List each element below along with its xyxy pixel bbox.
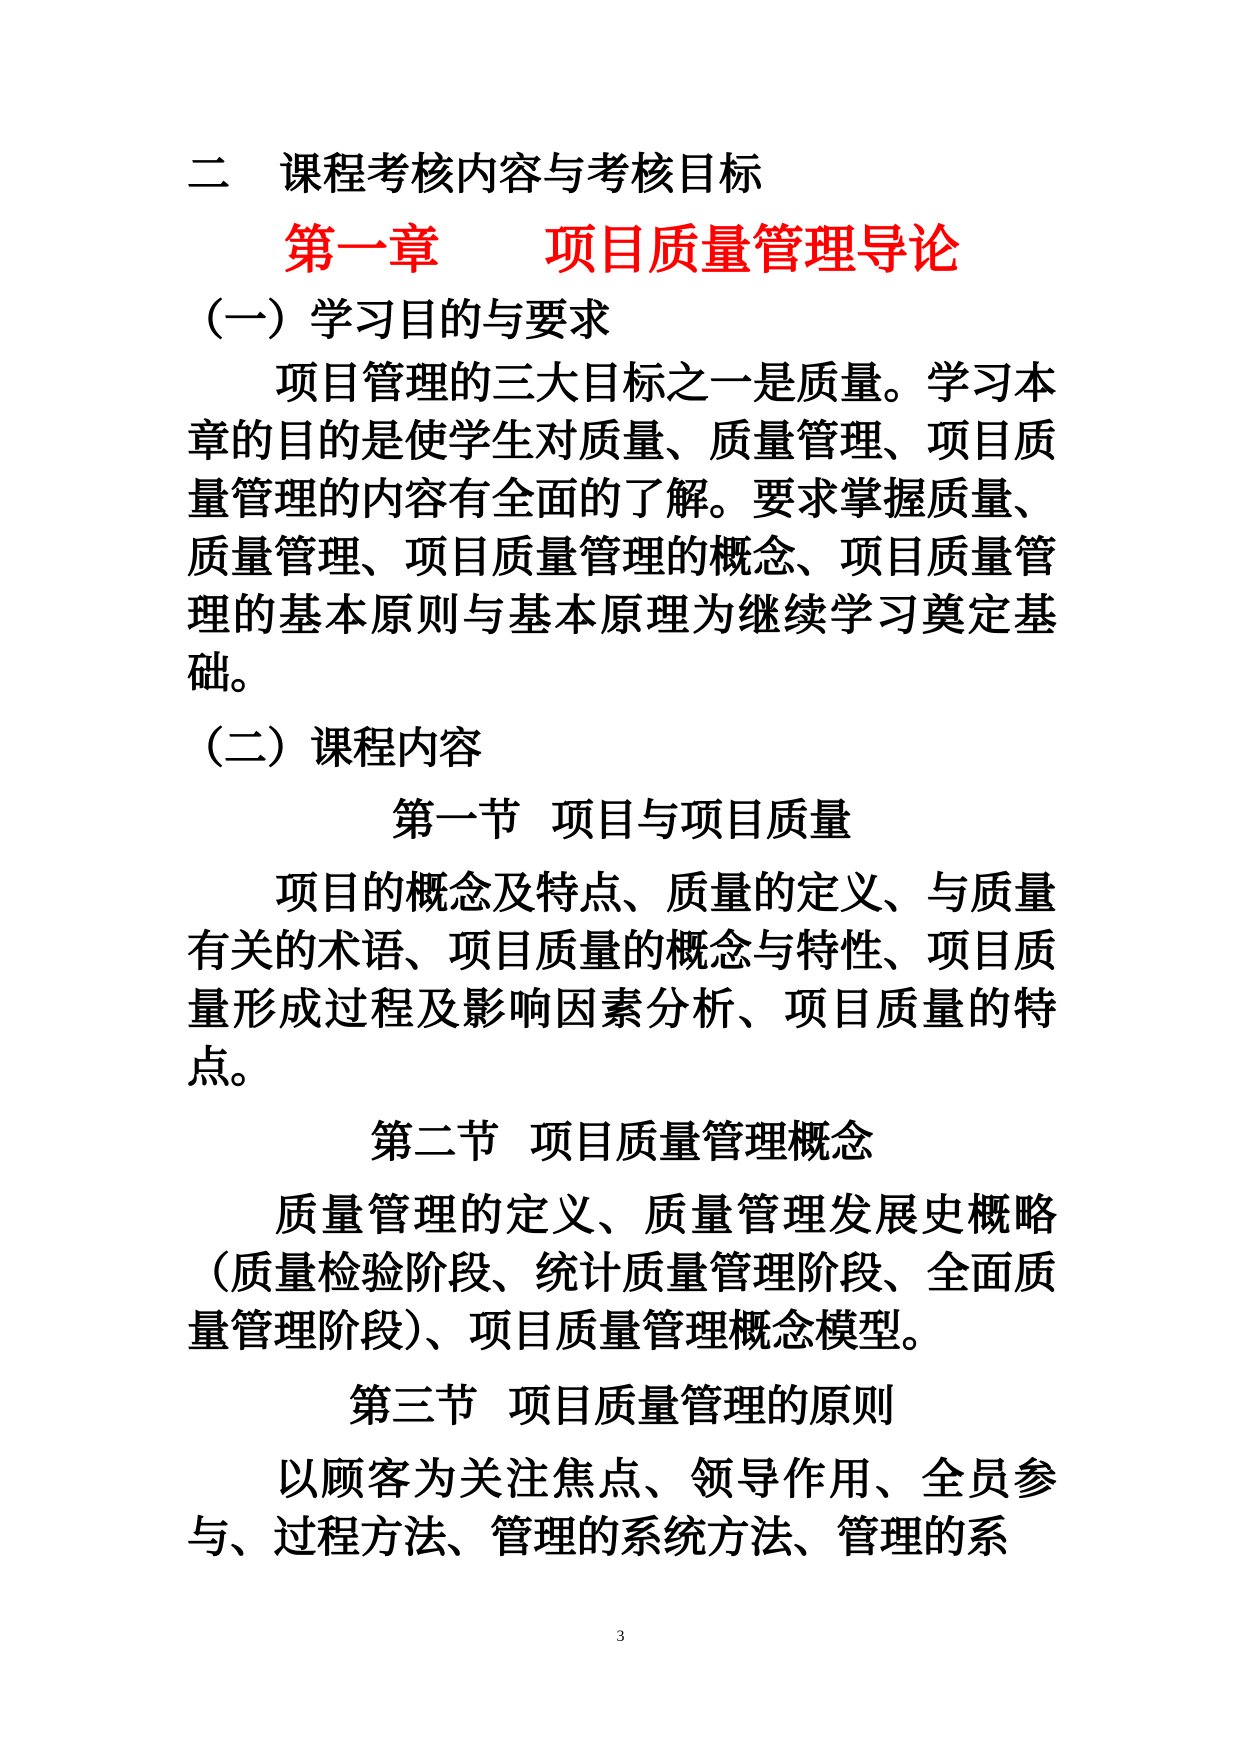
page-number: 3 (616, 1628, 625, 1645)
section-1-paragraph: 项目的概念及特点、质量的定义、与质量有关的术语、项目质量的概念与特性、项目质量形成过程及影响因素分析、项目质量的特点。 (187, 869, 1057, 1093)
section-1-heading: 第一节 项目与项目质量 (392, 796, 852, 846)
part1-heading: （一）学习目的与要求 (181, 296, 611, 346)
section-title (187, 145, 1057, 205)
part1-paragraph: 项目管理的三大目标之一是质量。学习本章的目的是使学生对质量、质量管理、项目质量管理的内容有全面的了解。要求掌握质量、质量管理、项目质量管理的概念、项目质量管理的基本原则与基本原理为继续学习奠定基础。 (187, 359, 1057, 699)
part2-heading: （二）课程内容 (181, 724, 482, 774)
section-title-text: 课程考核内容与考核目标 (279, 150, 763, 200)
section-number: 二 (187, 150, 231, 200)
page-content (181, 145, 1057, 1585)
section-2-paragraph: 质量管理的定义、质量管理发展史概略（质量检验阶段、统计质量管理阶段、全面质量管理阶段）、项目质量管理概念模型。 (187, 1191, 1057, 1357)
section-2-heading: 第二节 项目质量管理概念 (370, 1118, 874, 1168)
section-3-heading: 第三节 项目质量管理的原则 (349, 1382, 895, 1432)
chapter-title: 第一章 项目质量管理导论 (283, 220, 960, 281)
section-3-paragraph: 以顾客为关注焦点、领导作用、全员参与、过程方法、管理的系统方法、管理的系 (187, 1455, 1057, 1563)
